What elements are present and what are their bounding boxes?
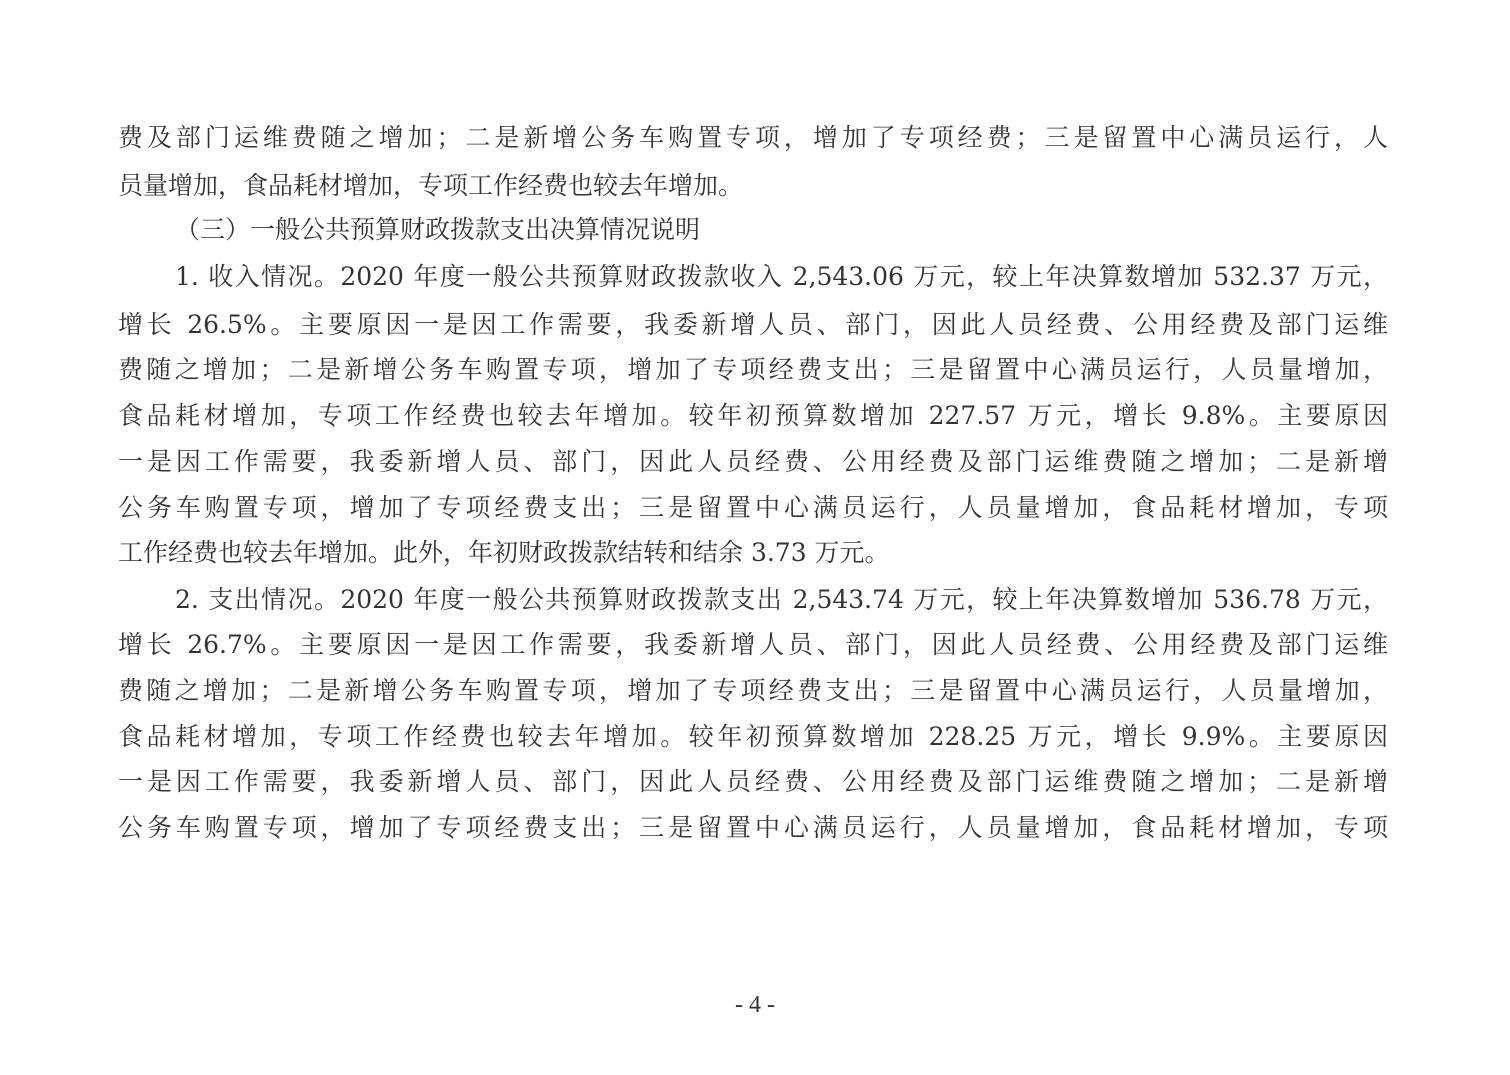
- body-text-line: 工作经费也较去年增加。此外，年初财政拨款结转和结余 3.73 万元。: [118, 538, 890, 567]
- body-text-line: 员量增加，食品耗材增加，专项工作经费也较去年增加。: [118, 171, 744, 200]
- body-text-line: 一是因工作需要，我委新增人员、部门，因此人员经费、公用经费及部门运维费随之增加；二是新增: [118, 447, 1388, 476]
- page-number: - 4 -: [735, 992, 775, 1018]
- body-text-line: 一是因工作需要，我委新增人员、部门，因此人员经费、公用经费及部门运维费随之增加；二是新增: [118, 767, 1388, 796]
- body-text-line: 费随之增加；二是新增公务车购置专项，增加了专项经费支出；三是留置中心满员运行，人员量增加，: [118, 355, 1388, 384]
- body-text-line: 公务车购置专项，增加了专项经费支出；三是留置中心满员运行，人员量增加，食品耗材增加，专项: [118, 813, 1388, 842]
- paragraph-expense-start: 2. 支出情况。2020 年度一般公共预算财政拨款支出 2,543.74 万元，较上年决算数增加 536.78 万元，: [175, 585, 1388, 614]
- body-text-line: 食品耗材增加，专项工作经费也较去年增加。较年初预算数增加 227.57 万元，增长 9.8%。主要原因: [118, 401, 1388, 430]
- body-text-line: 增长 26.7%。主要原因一是因工作需要，我委新增人员、部门，因此人员经费、公用经费及部门运维: [118, 630, 1388, 659]
- body-text-line: 公务车购置专项，增加了专项经费支出；三是留置中心满员运行，人员量增加，食品耗材增加，专项: [118, 493, 1388, 522]
- body-text-line: 增长 26.5%。主要原因一是因工作需要，我委新增人员、部门，因此人员经费、公用经费及部门运维: [118, 310, 1388, 339]
- body-text-line: 费随之增加；二是新增公务车购置专项，增加了专项经费支出；三是留置中心满员运行，人员量增加，: [118, 676, 1388, 705]
- section-heading: （三）一般公共预算财政拨款支出决算情况说明: [175, 215, 701, 244]
- paragraph-income-start: 1. 收入情况。2020 年度一般公共预算财政拨款收入 2,543.06 万元，较上年决算数增加 532.37 万元，: [175, 262, 1388, 291]
- body-text-line: 食品耗材增加，专项工作经费也较去年增加。较年初预算数增加 228.25 万元，增长 9.9%。主要原因: [118, 722, 1388, 751]
- body-text-line: 费及部门运维费随之增加；二是新增公务车购置专项，增加了专项经费；三是留置中心满员运行，人: [118, 123, 1388, 152]
